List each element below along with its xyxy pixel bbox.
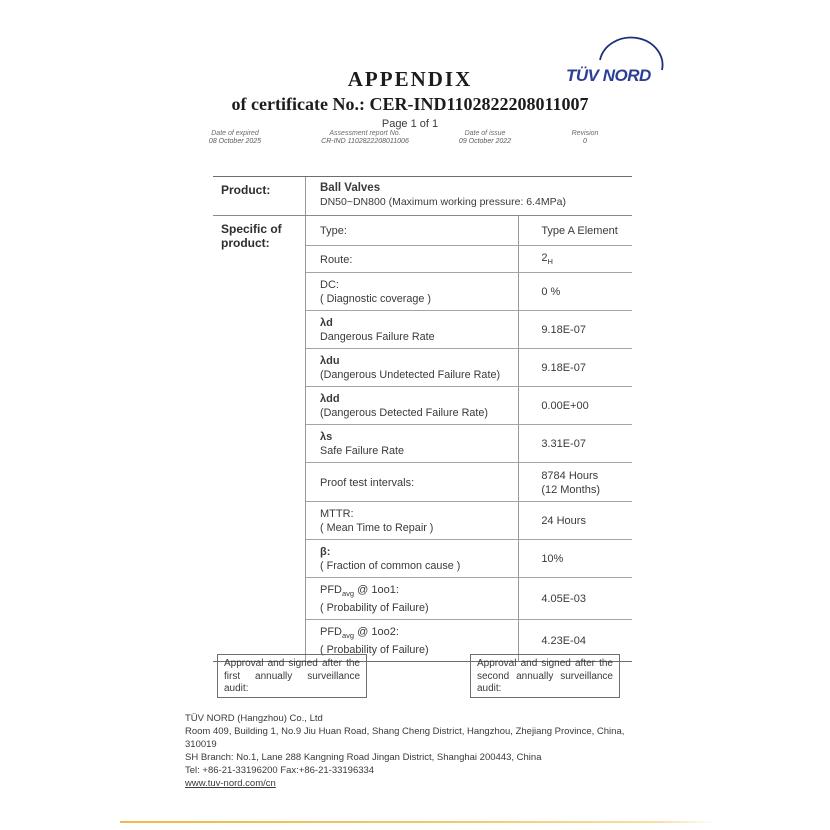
product-description: DN50~DN800 (Maximum working pressure: 6.4MPa): [320, 196, 566, 208]
table-row-type: [306, 216, 632, 245]
param-value: 24 Hours: [541, 515, 586, 527]
param-value-line2: (12 Months): [541, 483, 601, 496]
specific-section: [213, 216, 632, 661]
product-content: [305, 177, 632, 215]
meta-label: Assessment report No.: [329, 130, 401, 137]
product-label: Product:: [221, 183, 271, 197]
meta-row: [180, 130, 640, 145]
meta-field-revision: [530, 130, 640, 145]
product-name: Ball Valves: [320, 182, 381, 194]
logo-text: TÜV NORD: [566, 66, 651, 85]
certificate-number-subtitle: of certificate No.: CER-IND1102822208011007: [231, 94, 589, 114]
param-subtext: ( Probability of Failure): [320, 602, 429, 615]
meta-value: 08 October 2025: [208, 138, 262, 145]
param-subtext: (Dangerous Detected Failure Rate): [320, 407, 489, 419]
page-number: Page 1 of 1: [381, 118, 439, 130]
param-value: Type A Element: [541, 225, 618, 237]
param-name: λdu: [320, 355, 340, 367]
approval-box-first-audit: Approval and signed after the first annually surveillance audit:: [217, 654, 367, 698]
table-row-lambda-s: [306, 424, 632, 462]
param-subtext: ( Mean Time to Repair ): [320, 522, 434, 534]
specific-rows: [305, 216, 632, 661]
table-row-lambda-d: [306, 310, 632, 348]
param-subtext: ( Fraction of common cause ): [320, 560, 461, 572]
approval-box-second-audit: Approval and signed after the second annually surveillance audit:: [470, 654, 620, 698]
meta-value: CR-IND 1102822208011006: [321, 138, 409, 145]
param-subtext: Dangerous Failure Rate: [320, 331, 435, 343]
param-value: 3.31E-07: [541, 438, 586, 450]
footer-contact: Tel: +86-21-33196200 Fax:+86-21-33196334: [185, 765, 375, 776]
param-name: λs: [320, 431, 333, 443]
param-name: λdd: [320, 393, 340, 405]
footer-address-line1: Room 409, Building 1, No.9 Jiu Huan Road, Shang Cheng District, Hangzhou, Zhejiang Province, China, 310019: [185, 726, 625, 750]
title-block: [90, 67, 730, 130]
param-value: 4.05E-03: [541, 593, 586, 606]
meta-value: 09 October 2022: [458, 138, 512, 145]
table-row-proof-test: [306, 462, 632, 501]
param-name: $PFD_{avg}$ @ 1oo1:: [320, 584, 399, 599]
param-name: λd: [320, 317, 333, 329]
table-row-mttr: [306, 501, 632, 539]
table-row-beta: [306, 539, 632, 577]
product-row: [213, 177, 632, 216]
param-name: β:: [320, 546, 331, 558]
table-row-pfd-1oo1: [306, 577, 632, 619]
param-value: $2_H$: [541, 252, 553, 267]
param-subtext: ( Probability of Failure): [320, 644, 429, 657]
footer-address-line2: SH Branch: No.1, Lane 288 Kangning Road Jingan District, Shanghai 200443, China: [185, 752, 542, 763]
param-value-line1: 8784 Hours: [541, 469, 599, 482]
param-subtext: ( Diagnostic coverage ): [320, 293, 432, 305]
footer-website-link: www.tuv-nord.com/cn: [185, 778, 276, 789]
footer-address-block: [185, 712, 655, 790]
param-name: Proof test intervals:: [320, 476, 415, 489]
page-title: APPENDIX: [347, 67, 473, 91]
meta-field-date-issue: [440, 130, 530, 145]
param-value: 0.00E+00: [541, 400, 589, 412]
meta-label: Revision: [571, 130, 599, 137]
footer-company: TÜV NORD (Hangzhou) Co., Ltd: [185, 713, 323, 724]
param-value: 4.23E-04: [541, 635, 586, 648]
param-name: $PFD_{avg}$ @ 1oo2:: [320, 626, 399, 641]
meta-label: Date of issue: [464, 130, 506, 137]
param-subtext: Safe Failure Rate: [320, 445, 405, 457]
table-row-route: [306, 245, 632, 272]
param-name: Route:: [320, 253, 353, 266]
table-row-dc: [306, 272, 632, 310]
param-value: 9.18E-07: [541, 362, 586, 374]
meta-value: 0: [583, 138, 587, 145]
meta-field-date-expired: [180, 130, 290, 145]
meta-field-assessment-report: [290, 130, 440, 145]
specification-table: [213, 176, 632, 662]
param-name: DC:: [320, 279, 339, 291]
table-row-lambda-dd: [306, 386, 632, 424]
param-value: 0 %: [541, 286, 561, 298]
param-value: 10%: [541, 553, 564, 565]
page-bottom-edge: [120, 821, 718, 823]
param-name: MTTR:: [320, 508, 354, 520]
param-name: Type:: [320, 225, 347, 237]
param-value: 9.18E-07: [541, 324, 586, 336]
param-subtext: (Dangerous Undetected Failure Rate): [320, 369, 501, 381]
table-row-lambda-du: [306, 348, 632, 386]
meta-label: Date of expired: [211, 130, 259, 137]
specific-label: Specific of product:: [221, 222, 282, 250]
